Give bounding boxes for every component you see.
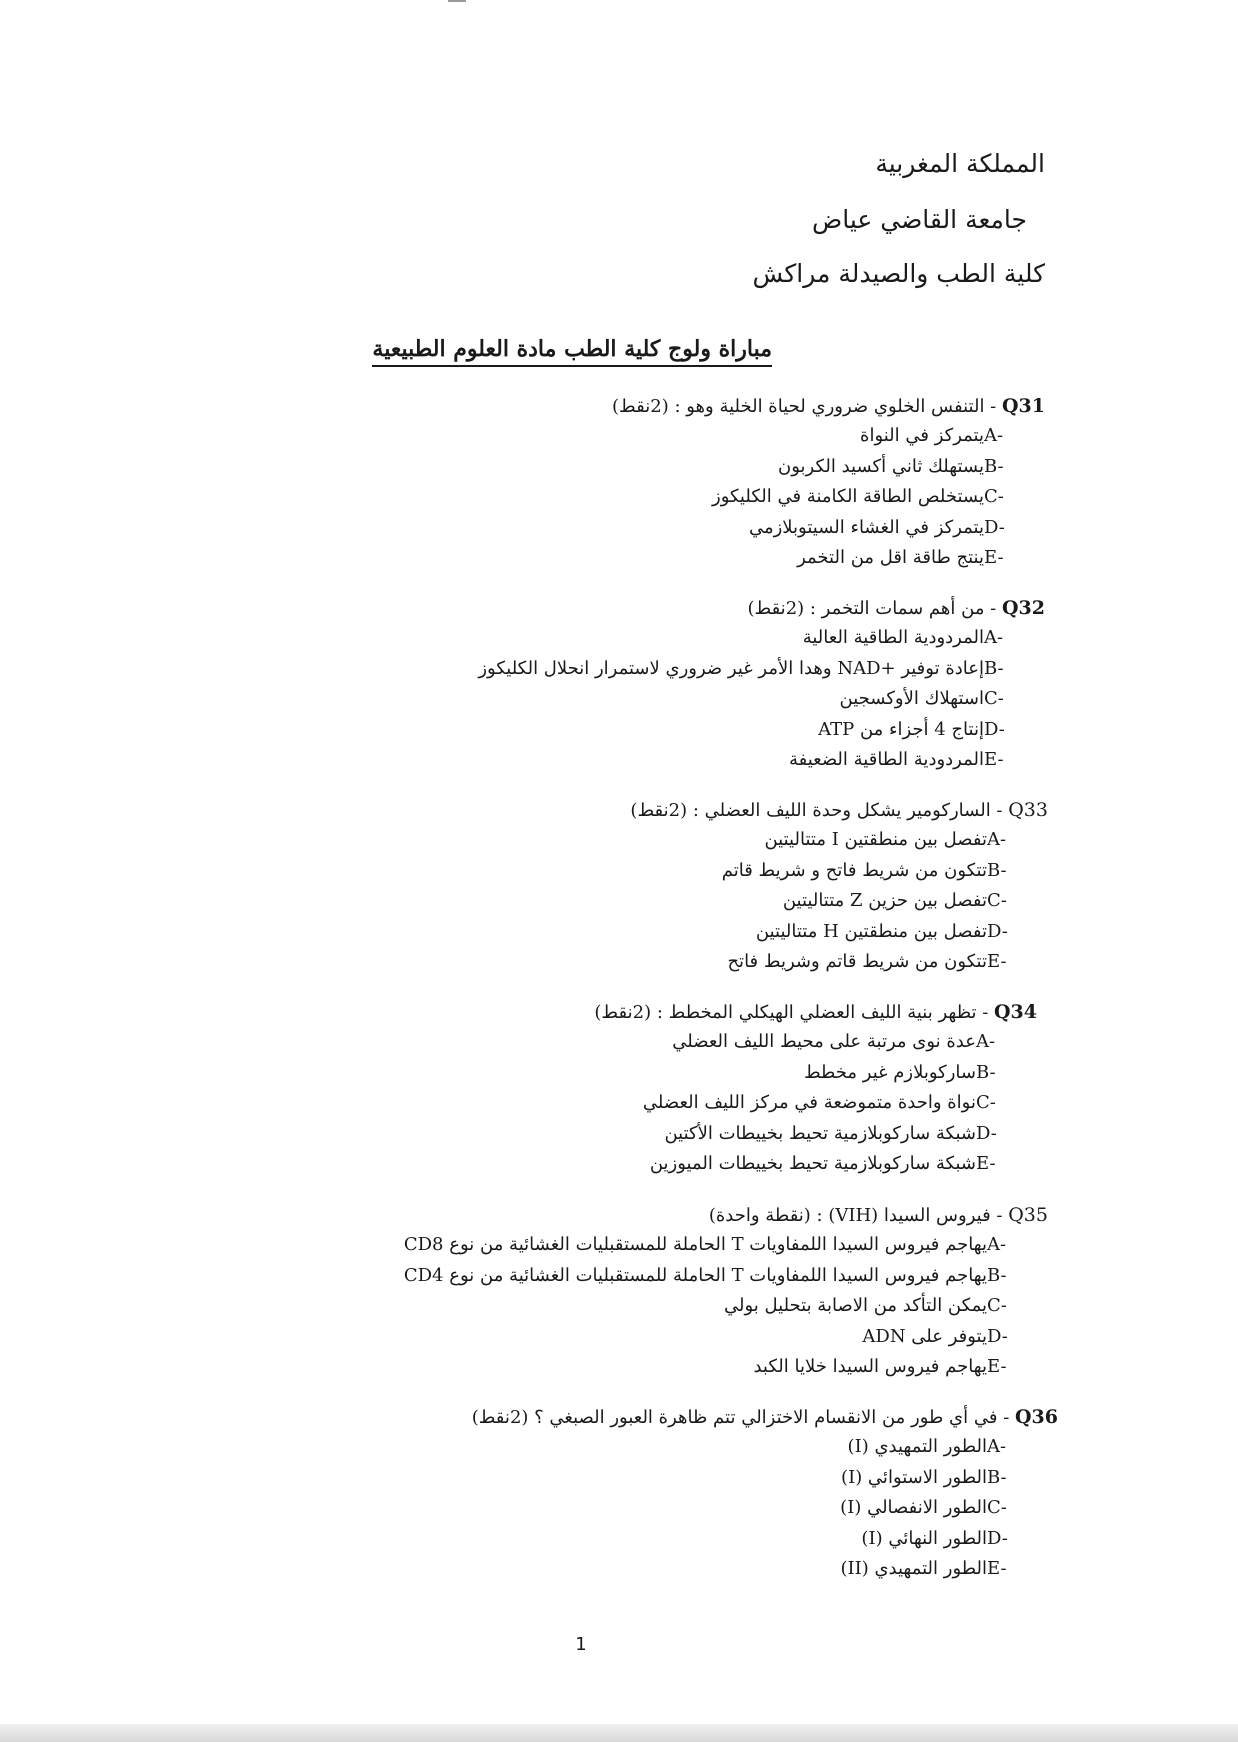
option-letter: E- [987,1356,1007,1377]
question-text: - الساركومير يشكل وحدة الليف العضلي : (2نقط) [630,800,1009,821]
question-header [404,1200,1048,1230]
option-e [594,1149,1037,1180]
question-number: Q33 [1008,799,1048,821]
option-letter: C- [987,890,1007,911]
option-e [630,947,1048,978]
option-text: يتمركز في النواة [860,425,984,446]
question-q34 [594,997,1037,1180]
option-d [472,1524,1058,1555]
option-letter: E- [987,1558,1007,1579]
option-text: عدة نوى مرتبة على محيط الليف العضلي [672,1031,976,1052]
option-text: ساركوبلازم غير مخطط [803,1061,976,1083]
option-letter: A- [976,1031,996,1052]
header-faculty: كلية الطب والصيدلة مراكش [752,259,1045,288]
option-e [404,1352,1048,1383]
option-text: إنتاج 4 أجزاء من ATP [818,718,984,740]
option-text: الطور الاستوائي (I) [841,1466,987,1488]
option-a [404,1230,1048,1261]
question-number: Q32 [1002,597,1045,619]
option-text: تتكون من شريط قاتم وشريط فاتح [727,951,987,972]
option-b [594,1058,1037,1089]
option-d [630,917,1048,948]
option-d [478,715,1045,746]
option-text: الطور التمهيدي (II) [840,1558,987,1579]
institution-header [753,148,1046,290]
scan-edge [0,1724,1238,1742]
header-university: جامعة القاضي عياض [811,205,1027,234]
option-b [472,1463,1058,1494]
option-letter: D- [984,516,1005,538]
option-text: يتوفر على ADN [862,1325,987,1347]
option-letter: D- [987,920,1008,942]
option-text: المردودية الطاقية العالية [802,627,984,648]
option-letter: E- [976,1153,996,1174]
question-header [630,795,1048,825]
option-letter: A- [984,425,1004,446]
scan-mark [448,0,466,2]
option-a [612,421,1045,452]
option-letter: E- [987,951,1007,972]
option-letter: D- [987,1527,1008,1549]
option-letter: D- [976,1122,997,1144]
question-header [594,997,1037,1027]
exam-title: مباراة ولوج كلية الطب مادة العلوم الطبيعية [372,335,772,367]
option-b [612,452,1045,483]
option-letter: C- [987,1497,1007,1518]
option-text: تفصل بين حزين Z متتاليتين [782,890,987,911]
option-letter: D- [984,718,1005,740]
option-b [404,1261,1048,1292]
option-c [472,1493,1058,1524]
page-number: 1 [575,1634,587,1655]
option-a [630,825,1048,856]
option-letter: A- [987,1436,1007,1457]
question-number: Q36 [1015,1406,1058,1428]
option-e [472,1554,1058,1585]
option-letter: C- [984,486,1004,507]
option-c [478,684,1045,715]
option-text: الطور الانفصالي (I) [840,1497,987,1518]
option-text: تفصل بين منطقتين I متتاليتين [764,829,987,850]
question-q31 [612,391,1045,574]
option-b [478,654,1045,685]
question-number: Q31 [1002,395,1045,417]
option-letter: B- [984,657,1004,679]
option-letter: C- [976,1092,996,1113]
option-c [630,886,1048,917]
question-header [472,1402,1058,1432]
option-letter: C- [987,1295,1007,1316]
option-letter: B- [976,1061,996,1083]
option-text: يهاجم فيروس السيدا خلايا الكبد [753,1356,987,1377]
option-text: ينتج طاقة اقل من التخمر [797,547,984,568]
option-letter: E- [984,547,1004,568]
option-text: استهلاك الأوكسجين [839,688,984,709]
option-text: يمكن التأكد من الاصابة بتحليل بولي [723,1295,987,1316]
option-letter: E- [984,749,1004,770]
option-letter: B- [987,1466,1007,1488]
option-text: نواة واحدة متموضعة في مركز الليف العضلي [642,1092,976,1113]
question-q33 [630,795,1048,978]
question-header [612,391,1045,421]
question-text: - التنفس الخلوي ضروري لحياة الخلية وهو : (2نقط) [612,396,1002,417]
option-text: تتكون من شريط فاتح و شريط قاتم [721,859,987,881]
option-text: شبكة ساركوبلازمية تحيط بخييطات الميوزين [649,1153,976,1174]
option-text: يهاجم فيروس السيدا اللمفاويات T الحاملة للمستقبليات الغشائية من نوع CD8 [403,1234,987,1255]
option-letter: A- [987,829,1007,850]
question-text: - في أي طور من الانقسام الاختزالي تتم ظاهرة العبور الصبغي ؟ (2نقط) [471,1407,1015,1428]
question-header [478,593,1045,623]
option-text: يستخلص الطاقة الكامنة في الكليكوز [712,486,984,507]
option-d [612,513,1045,544]
header-country: المملكة المغربية [875,149,1045,178]
question-text: - من أهم سمات التخمر : (2نقط) [747,598,1002,619]
option-text: شبكة ساركوبلازمية تحيط بخييطات الأكتين [664,1122,976,1144]
option-letter: C- [984,688,1004,709]
option-text: الطور النهائي (I) [861,1527,987,1549]
option-d [594,1119,1037,1150]
option-e [612,543,1045,574]
option-text: تفصل بين منطقتين H متتاليتين [755,920,987,942]
option-letter: B- [987,1264,1007,1286]
question-text: - تظهر بنية الليف العضلي الهيكلي المخطط : (2نقط) [594,1002,994,1023]
option-text: يتمركز في الغشاء السيتوبلازمي [748,516,984,538]
option-letter: A- [987,1234,1007,1255]
option-a [478,623,1045,654]
question-q36 [472,1402,1058,1585]
option-text: المردودية الطاقية الضعيفة [788,749,984,770]
option-d [404,1322,1048,1353]
option-text: يهاجم فيروس السيدا اللمفاويات T الحاملة للمستقبليات الغشائية من نوع CD4 [403,1264,987,1286]
option-letter: B- [984,455,1004,477]
option-text: إعادة توفير +NAD وهدا الأمر غير ضروري لاستمرار انحلال الكليكوز [478,657,984,679]
question-q35 [404,1200,1048,1383]
option-text: يستهلك ثاني أكسيد الكربون [778,455,984,477]
question-q32 [478,593,1045,776]
question-text: - فيروس السيدا (VIH) : (نقطة واحدة) [708,1205,1009,1226]
option-c [594,1088,1037,1119]
option-a [472,1432,1058,1463]
option-text: الطور التمهيدي (I) [847,1436,987,1457]
option-a [594,1027,1037,1058]
option-e [478,745,1045,776]
question-number: Q35 [1008,1204,1048,1226]
option-b [630,856,1048,887]
option-letter: B- [987,859,1007,881]
option-letter: A- [984,627,1004,648]
question-number: Q34 [994,1001,1037,1023]
option-c [612,482,1045,513]
option-c [404,1291,1048,1322]
option-letter: D- [987,1325,1008,1347]
